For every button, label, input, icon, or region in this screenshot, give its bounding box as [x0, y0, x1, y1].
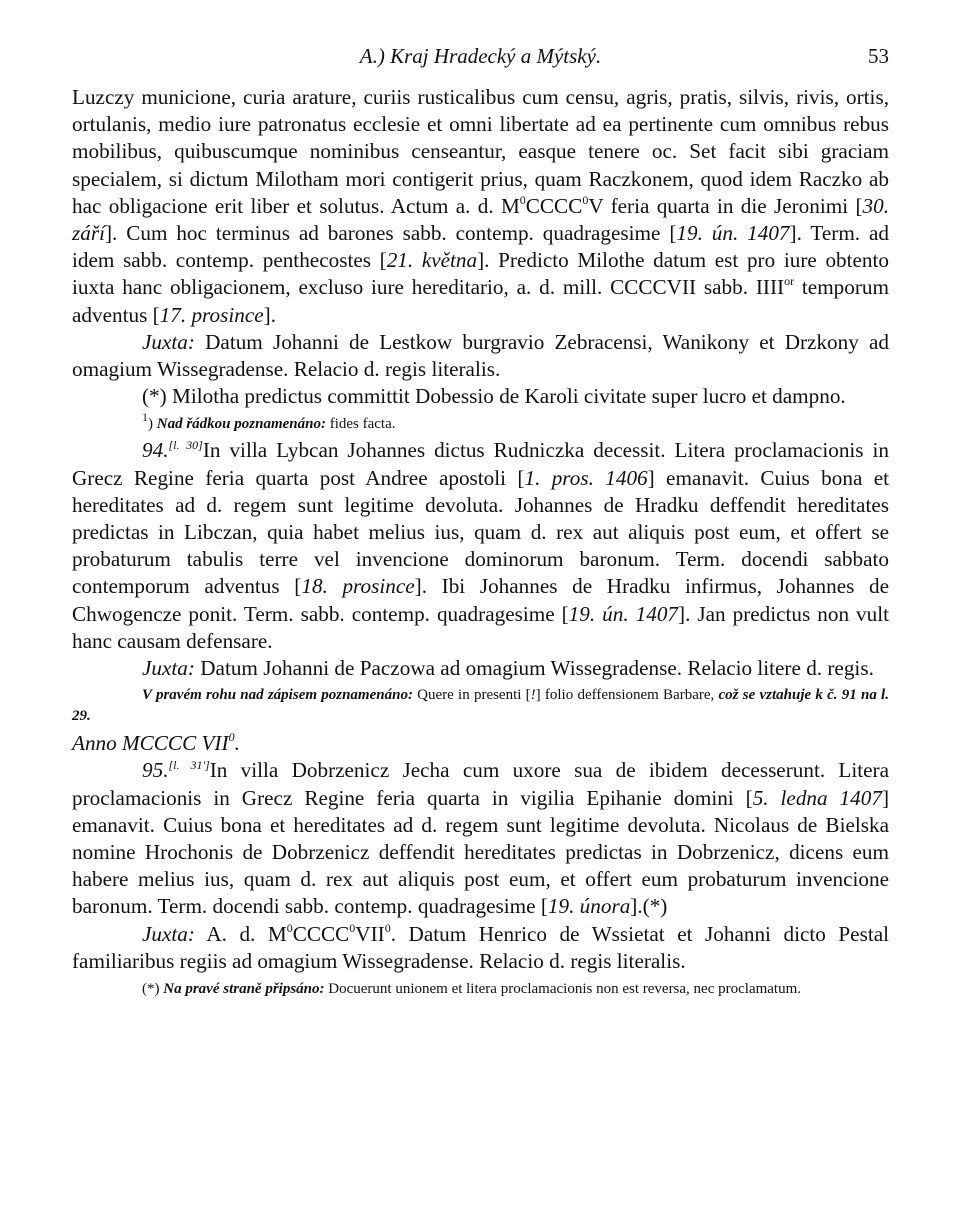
date-note: 19. února — [547, 894, 631, 919]
folio-ref: [l. 30] — [168, 438, 203, 453]
entry-94: 94.[l. 30]In villa Lybcan Johannes dictus Rudniczka decessit. Litera proclamacionis in Grecz Regine feria quarta post Andree apostoli [1. pros. 1406] emanavit. Cuius bona et hereditates ad d. regem sunt legitime devoluta. Johannes de Hradku deffendit hereditates predictas in Libczan, quia habet melius ius, quam d. rex aut aliquis post eum, et offert se probaturum tabulis terre vel invencione dominorum baronum. Term. docendi sabbato contemporum adventus [18. prosince]. Ibi Johannes de Hradku infirmus, Johannes de Chwogencze ponit. Term. sabb. contemp. quadragesime [19. ún. 1407]. Jan predictus non vult hanc causam defensare. — [72, 438, 889, 653]
juxta-label: Juxta: — [142, 921, 195, 946]
date-note: 17. prosince — [159, 302, 264, 327]
page-number: 53 — [868, 44, 889, 68]
date-note: 30. září — [72, 193, 889, 246]
page-header — [72, 44, 889, 84]
entry-95: 95.[l. 31']In villa Dobrzenicz Jecha cum uxore sua de ibidem decesserunt. Litera proclamacionis in Grecz Regine feria quarta in vigilia Epihanie domini [5. ledna 1407] emanavit. Cuius bona et hereditates ad d. regem sunt legitime devoluta. Nicolaus de Bielska nomine Hrochonis de Dobrzenicz deffendit hereditates predictas in Dobrzenicz, dicens eum habere melius ius, quam d. rex aut aliquis post eum, et offert eum probaturum invencione baronum. Term. docendi sabb. contemp. quadragesime [19. února].(*) — [72, 758, 889, 919]
juxta-label: Juxta: — [142, 329, 195, 354]
note-paragraph: (*) Milotha predictus committit Dobessio de Karoli civitate super lucro et dampno. — [142, 384, 846, 409]
paragraph-continuation: Luzczy municione, curia arature, curiis rusticalibus cum censu, agris, pratis, silvis, rivis, ortis, ortulanis, medio iure patronatus ecclesie et omni libertate ad ea pertinente cum omnibus rebus mobilibus, quibuscumque nominibus censeantur, easque tenere oc. Set facit sibi graciam specialem, si dictum Milotham mori contigerit prius, quam Raczkonem, quod idem Raczko ab hac obligacione erit liber et solutus. Actum a. d. $M^0CCCC^0V$ feria quarta in die Jeronimi [30. září]. Cum hoc terminus ad barones sabb. contemp. quadragesime [19. ún. 1407]. Term. ad idem sabb. contemp. penthecostes [21. května]. Predicto Milothe datum est pro iure obtento iuxta hanc obligacionem, excluso iure hereditario, a. d. mill. CCCCVII sabb. $IIII^{or}$ temporum adventus [17. prosince]. — [72, 85, 889, 327]
entry-number: 95. — [142, 758, 169, 783]
date-note: 19. ún. 1407 — [676, 221, 790, 246]
date-note: 18. prosince — [301, 574, 415, 599]
date-note: 19. ún. 1407 — [568, 601, 679, 626]
date-note: 21. května — [386, 248, 478, 273]
date-note: 1. pros. 1406 — [524, 465, 648, 490]
document-body — [72, 84, 889, 1000]
footnote-star: (*) Na pravé straně připsáno: Docuerunt unionem et litera proclamacionis non est reversa, nec proclamatum. — [142, 981, 802, 998]
juxta-paragraph: Juxta: Datum Johanni de Paczowa ad omagium Wissegradense. Relacio litere d. regis. — [142, 656, 874, 681]
editor-note-94: V pravém rohu nad zápisem poznamenáno: Quere in presenti [!] folio deffensionem Barbare, což se vztahuje k č. 91 na l. 29. — [72, 687, 889, 725]
year-heading: Anno MCCCC VII$^0$. — [72, 730, 240, 756]
date-note: 5. ledna 1407 — [752, 785, 882, 810]
juxta-paragraph: Juxta: Datum Johanni de Lestkow burgravio Zebracensi, Wanikony et Drzkony ad omagium Wissegradense. Relacio d. regis literalis. — [72, 329, 889, 382]
entry-number: 94. — [142, 438, 169, 463]
juxta-paragraph: Juxta: A. d. $M^0CCCC^0VII^0$. Datum Henrico de Wssietat et Johanni dicto Pestal familiaribus regiis ad omagium Wissegradense. Relacio d. regis literalis. — [72, 920, 889, 973]
footnote-1: $^1$) Nad řádkou poznamenáno: fides facta. — [142, 410, 396, 433]
folio-ref: [l. 31'] — [168, 758, 210, 773]
juxta-label: Juxta: — [142, 656, 195, 681]
running-title: A.) Kraj Hradecký a Mýtský. — [359, 44, 602, 68]
